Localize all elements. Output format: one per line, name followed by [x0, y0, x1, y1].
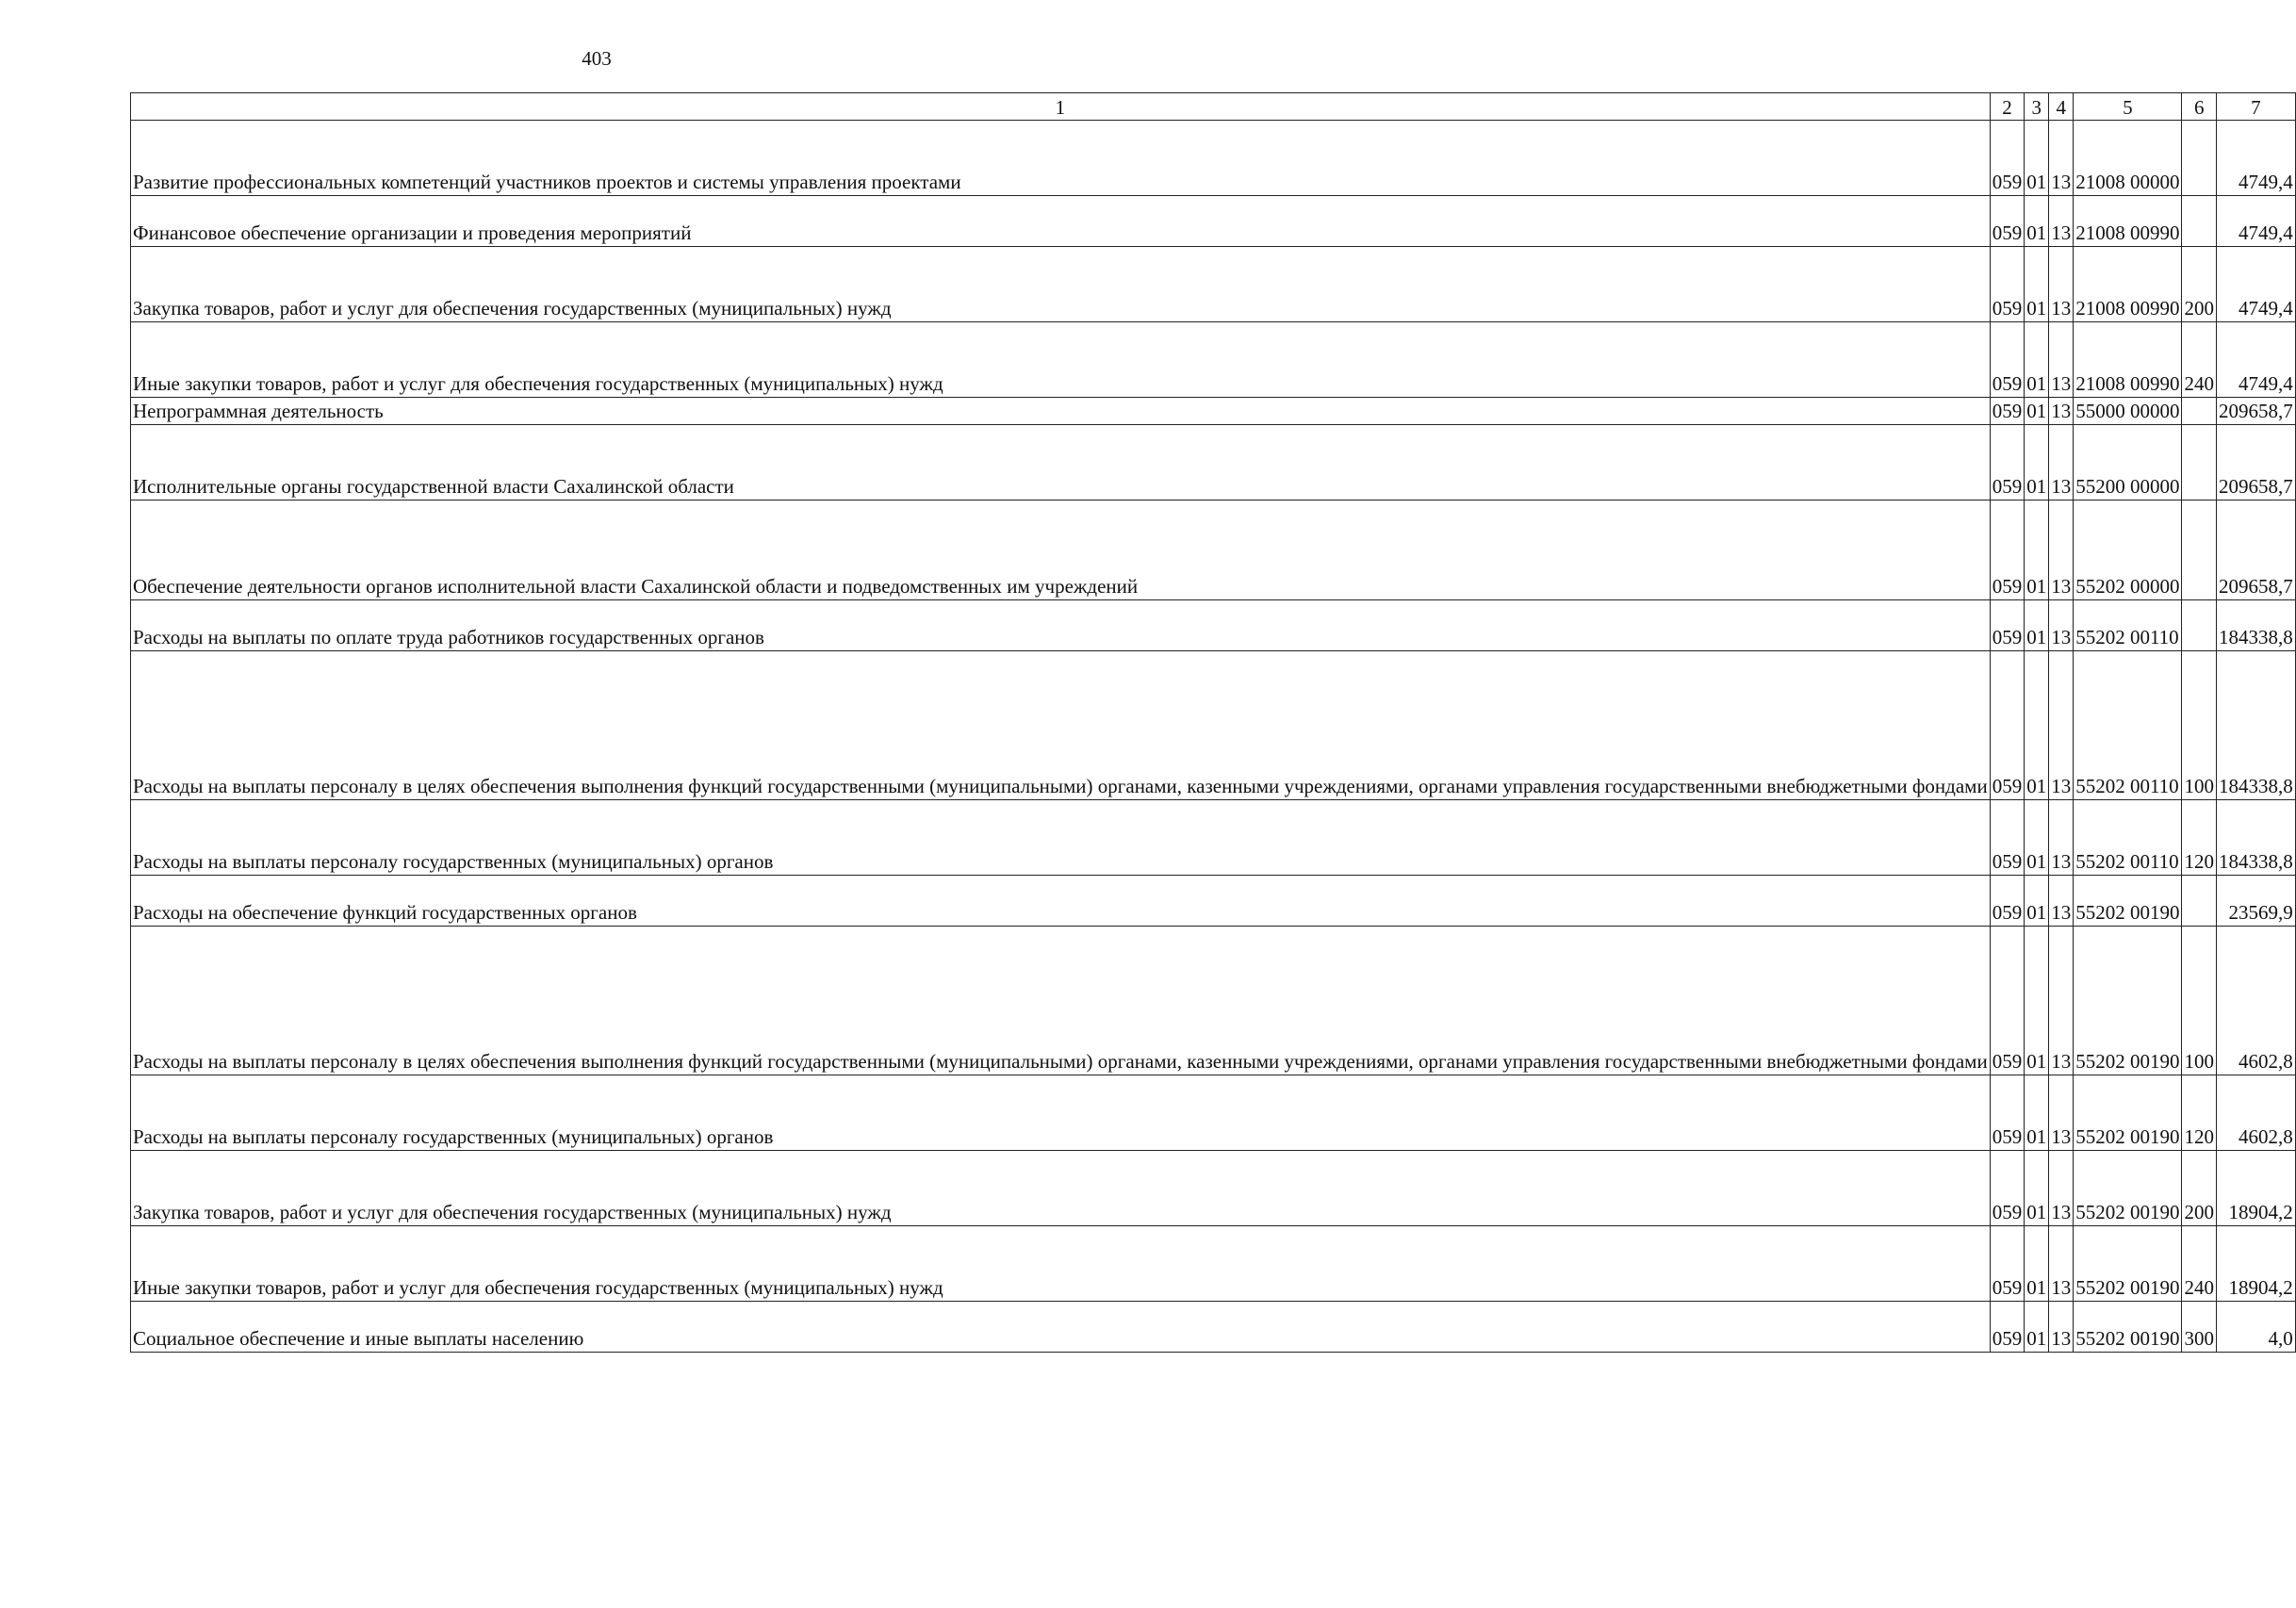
row-expense-type: 120 — [2182, 800, 2217, 876]
row-section-code: 01 — [2025, 651, 2049, 800]
table-row — [131, 1302, 2296, 1353]
row-section-code: 01 — [2025, 196, 2049, 247]
row-description: Социальное обеспечение и иные выплаты населению — [131, 1302, 1991, 1353]
row-expense-type — [2182, 121, 2217, 196]
row-section-code: 01 — [2025, 1151, 2049, 1226]
table-row — [131, 600, 2296, 651]
table-row — [131, 927, 2296, 1075]
table-row — [131, 651, 2296, 800]
table-row — [131, 1151, 2296, 1226]
row-target-article: 21008 00990 — [2074, 322, 2182, 398]
row-subsection-code: 13 — [2049, 196, 2074, 247]
row-subsection-code: 13 — [2049, 322, 2074, 398]
row-target-article: 55202 00190 — [2074, 927, 2182, 1075]
row-subsection-code: 13 — [2049, 651, 2074, 800]
column-header: 3 — [2025, 93, 2049, 121]
row-section-code: 01 — [2025, 322, 2049, 398]
row-expense-type — [2182, 196, 2217, 247]
page-number: 403 — [582, 47, 612, 70]
row-subsection-code: 13 — [2049, 600, 2074, 651]
row-amount: 4749,4 — [2216, 322, 2295, 398]
row-expense-type: 100 — [2182, 651, 2217, 800]
table-row — [131, 1075, 2296, 1151]
row-amount: 184338,8 — [2216, 800, 2295, 876]
row-expense-type — [2182, 876, 2217, 927]
row-section-code: 01 — [2025, 425, 2049, 500]
row-expense-type: 240 — [2182, 1226, 2217, 1302]
row-description: Исполнительные органы государственной власти Сахалинской области — [131, 425, 1991, 500]
row-expense-type: 120 — [2182, 1075, 2217, 1151]
row-amount: 4602,8 — [2216, 1075, 2295, 1151]
row-ministry-code: 059 — [1990, 1151, 2025, 1226]
column-header: 1 — [131, 93, 1991, 121]
row-ministry-code: 059 — [1990, 800, 2025, 876]
row-ministry-code: 059 — [1990, 1226, 2025, 1302]
row-expense-type — [2182, 425, 2217, 500]
row-subsection-code: 13 — [2049, 800, 2074, 876]
row-amount: 209658,7 — [2216, 398, 2295, 425]
row-amount: 184338,8 — [2216, 651, 2295, 800]
row-description: Расходы на выплаты по оплате труда работников государственных органов — [131, 600, 1991, 651]
row-subsection-code: 13 — [2049, 1226, 2074, 1302]
row-expense-type: 200 — [2182, 247, 2217, 322]
row-description: Развитие профессиональных компетенций участников проектов и системы управления проектами — [131, 121, 1991, 196]
row-section-code: 01 — [2025, 500, 2049, 600]
budget-table — [130, 92, 2296, 1353]
row-target-article: 21008 00000 — [2074, 121, 2182, 196]
row-ministry-code: 059 — [1990, 425, 2025, 500]
row-ministry-code: 059 — [1990, 876, 2025, 927]
row-subsection-code: 13 — [2049, 876, 2074, 927]
row-section-code: 01 — [2025, 600, 2049, 651]
table-row — [131, 425, 2296, 500]
row-section-code: 01 — [2025, 398, 2049, 425]
row-expense-type — [2182, 398, 2217, 425]
row-description: Иные закупки товаров, работ и услуг для обеспечения государственных (муниципальных) нужд — [131, 322, 1991, 398]
row-subsection-code: 13 — [2049, 927, 2074, 1075]
column-header: 5 — [2074, 93, 2182, 121]
row-subsection-code: 13 — [2049, 425, 2074, 500]
table-row — [131, 876, 2296, 927]
row-target-article: 55000 00000 — [2074, 398, 2182, 425]
row-ministry-code: 059 — [1990, 398, 2025, 425]
column-header: 4 — [2049, 93, 2074, 121]
row-amount: 209658,7 — [2216, 500, 2295, 600]
table-body — [131, 121, 2296, 1353]
row-description: Иные закупки товаров, работ и услуг для обеспечения государственных (муниципальных) нужд — [131, 1226, 1991, 1302]
row-amount: 18904,2 — [2216, 1226, 2295, 1302]
row-section-code: 01 — [2025, 876, 2049, 927]
table-row — [131, 398, 2296, 425]
table-row — [131, 196, 2296, 247]
row-description: Расходы на выплаты персоналу государственных (муниципальных) органов — [131, 1075, 1991, 1151]
row-amount: 184338,8 — [2216, 600, 2295, 651]
row-target-article: 55202 00190 — [2074, 1151, 2182, 1226]
row-subsection-code: 13 — [2049, 500, 2074, 600]
row-ministry-code: 059 — [1990, 1302, 2025, 1353]
row-amount: 4,0 — [2216, 1302, 2295, 1353]
row-ministry-code: 059 — [1990, 600, 2025, 651]
row-section-code: 01 — [2025, 1075, 2049, 1151]
row-ministry-code: 059 — [1990, 1075, 2025, 1151]
row-target-article: 55202 00110 — [2074, 800, 2182, 876]
row-section-code: 01 — [2025, 927, 2049, 1075]
row-description: Закупка товаров, работ и услуг для обеспечения государственных (муниципальных) нужд — [131, 247, 1991, 322]
row-section-code: 01 — [2025, 1226, 2049, 1302]
row-subsection-code: 13 — [2049, 398, 2074, 425]
row-expense-type: 240 — [2182, 322, 2217, 398]
column-header: 2 — [1990, 93, 2025, 121]
column-header: 7 — [2216, 93, 2295, 121]
table-header-row — [131, 93, 2296, 121]
table-row — [131, 322, 2296, 398]
row-expense-type — [2182, 600, 2217, 651]
row-amount: 209658,7 — [2216, 425, 2295, 500]
row-subsection-code: 13 — [2049, 1075, 2074, 1151]
row-subsection-code: 13 — [2049, 121, 2074, 196]
row-amount: 4749,4 — [2216, 247, 2295, 322]
row-ministry-code: 059 — [1990, 322, 2025, 398]
row-target-article: 55202 00190 — [2074, 876, 2182, 927]
row-target-article: 21008 00990 — [2074, 247, 2182, 322]
row-ministry-code: 059 — [1990, 247, 2025, 322]
row-target-article: 55202 00190 — [2074, 1226, 2182, 1302]
row-description: Расходы на обеспечение функций государственных органов — [131, 876, 1991, 927]
row-ministry-code: 059 — [1990, 500, 2025, 600]
row-subsection-code: 13 — [2049, 1302, 2074, 1353]
row-target-article: 55202 00110 — [2074, 600, 2182, 651]
row-expense-type: 300 — [2182, 1302, 2217, 1353]
table-row — [131, 500, 2296, 600]
table-row — [131, 121, 2296, 196]
row-description: Обеспечение деятельности органов исполнительной власти Сахалинской области и подведомственных им учреждений — [131, 500, 1991, 600]
row-target-article: 21008 00990 — [2074, 196, 2182, 247]
column-header: 6 — [2182, 93, 2217, 121]
row-description: Расходы на выплаты персоналу государственных (муниципальных) органов — [131, 800, 1991, 876]
row-target-article: 55200 00000 — [2074, 425, 2182, 500]
row-description: Расходы на выплаты персоналу в целях обеспечения выполнения функций государственными (муниципальными) органами, казенными учреждениями, органами управления государственными внебюджетными фондами — [131, 651, 1991, 800]
row-amount: 4749,4 — [2216, 121, 2295, 196]
row-amount: 4749,4 — [2216, 196, 2295, 247]
row-expense-type: 100 — [2182, 927, 2217, 1075]
row-target-article: 55202 00110 — [2074, 651, 2182, 800]
row-expense-type: 200 — [2182, 1151, 2217, 1226]
table-row — [131, 800, 2296, 876]
row-ministry-code: 059 — [1990, 196, 2025, 247]
row-section-code: 01 — [2025, 247, 2049, 322]
row-expense-type — [2182, 500, 2217, 600]
row-target-article: 55202 00000 — [2074, 500, 2182, 600]
row-target-article: 55202 00190 — [2074, 1302, 2182, 1353]
row-description: Непрограммная деятельность — [131, 398, 1991, 425]
table-row — [131, 247, 2296, 322]
row-subsection-code: 13 — [2049, 247, 2074, 322]
row-target-article: 55202 00190 — [2074, 1075, 2182, 1151]
row-description: Финансовое обеспечение организации и проведения мероприятий — [131, 196, 1991, 247]
row-subsection-code: 13 — [2049, 1151, 2074, 1226]
row-amount: 18904,2 — [2216, 1151, 2295, 1226]
table-row — [131, 1226, 2296, 1302]
row-section-code: 01 — [2025, 1302, 2049, 1353]
row-ministry-code: 059 — [1990, 927, 2025, 1075]
row-description: Закупка товаров, работ и услуг для обеспечения государственных (муниципальных) нужд — [131, 1151, 1991, 1226]
row-ministry-code: 059 — [1990, 651, 2025, 800]
row-section-code: 01 — [2025, 800, 2049, 876]
row-description: Расходы на выплаты персоналу в целях обеспечения выполнения функций государственными (муниципальными) органами, казенными учреждениями, органами управления государственными внебюджетными фондами — [131, 927, 1991, 1075]
row-ministry-code: 059 — [1990, 121, 2025, 196]
row-amount: 4602,8 — [2216, 927, 2295, 1075]
row-amount: 23569,9 — [2216, 876, 2295, 927]
row-section-code: 01 — [2025, 121, 2049, 196]
